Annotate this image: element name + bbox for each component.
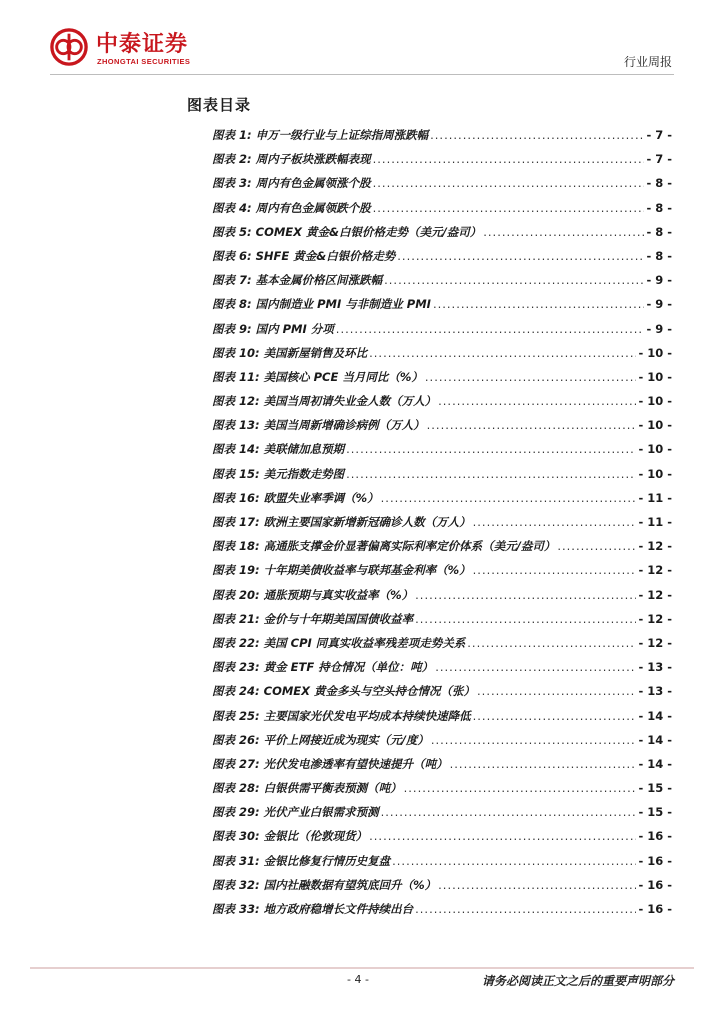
report-type-label: 行业周报 (623, 55, 672, 69)
toc-entry-page: - 10 - (638, 345, 672, 360)
toc-entry-page: - 16 - (638, 902, 672, 916)
toc-entry-label: 图表 2: (212, 152, 252, 167)
toc-entry-title: 美国核心 PCE 当月同比（%） (263, 369, 423, 384)
toc-entry-title: 十年期美债收益率与联邦基金利率（%） (263, 563, 471, 578)
toc-entry-title: 美国新屋销售及环比 (263, 345, 368, 360)
toc-entry[interactable] (212, 369, 672, 393)
toc-entry-page: - 8 - (646, 248, 672, 263)
toc-entry-page: - 16 - (638, 877, 672, 892)
toc-entry[interactable] (212, 248, 672, 272)
toc-entry-title: 金银比（伦敦现货） (263, 829, 368, 844)
toc-dot-leader (557, 539, 636, 553)
toc-entry-title: 光伏发电渗透率有望快速提升（吨） (263, 756, 448, 771)
toc-entry-title: 周内有色金属领跌个股 (255, 200, 371, 215)
toc-entry-title: 主要国家光伏发电平均成本持续快速降低 (263, 708, 471, 723)
footer-disclaimer: 请务必阅读正文之后的重要声明部分 (481, 974, 674, 988)
header-divider (50, 74, 674, 75)
toc-entry[interactable] (212, 708, 672, 732)
toc-entry-label: 图表 16: (212, 490, 260, 505)
toc-entry-label: 图表 31: (212, 853, 260, 868)
toc-entry-label: 图表 19: (212, 563, 260, 578)
toc-entry-title: 美国当周新增确诊病例（万人） (263, 418, 425, 433)
toc-entry-title: 周内子板块涨跌幅表现 (255, 152, 371, 167)
toc-entry-title: 美元指数走势图 (263, 466, 345, 481)
toc-dot-leader (404, 781, 637, 795)
toc-entry-label: 图表 28: (212, 781, 260, 796)
toc-entry-label: 图表 6: (212, 248, 252, 263)
toc-entry-page: - 15 - (638, 805, 672, 820)
toc-entry-title: 国内制造业 PMI 与非制造业 PMI (255, 297, 431, 312)
toc-dot-leader (346, 442, 636, 456)
toc-entry-label: 图表 15: (212, 466, 260, 481)
toc-entry-page: - 11 - (638, 490, 672, 505)
toc-entry-title: 黄金 ETF 持仓情况（单位：吨） (263, 660, 434, 675)
toc-entry-label: 图表 20: (212, 587, 260, 602)
toc-dot-leader (415, 902, 636, 916)
toc-entry-page: - 10 - (638, 442, 672, 457)
toc-entry-page: - 12 - (638, 611, 672, 626)
toc-entry-title: 申万一级行业与上证综指周涨跌幅 (255, 128, 429, 142)
toc-entry-page: - 13 - (638, 684, 672, 699)
toc-entry-label: 图表 10: (212, 345, 260, 360)
toc-dot-leader (467, 636, 636, 650)
toc-entry-title: 美联储加息预期 (263, 442, 345, 457)
toc-list (212, 127, 672, 925)
toc-entry-label: 图表 33: (212, 902, 260, 916)
toc-dot-leader (430, 128, 644, 142)
toc-entry[interactable] (212, 441, 672, 465)
toc-entry-title: 金银比修复行情历史复盘 (263, 853, 391, 868)
toc-entry[interactable] (212, 272, 672, 296)
toc-dot-leader (346, 467, 636, 481)
toc-entry[interactable] (212, 611, 672, 635)
toc-entry-page: - 14 - (638, 708, 672, 723)
toc-entry-page: - 7 - (646, 128, 672, 142)
footer-page-number: - 4 - (347, 973, 369, 986)
toc-entry[interactable] (212, 345, 672, 369)
toc-entry[interactable] (212, 901, 672, 925)
toc-entry-title: 周内有色金属领涨个股 (255, 176, 371, 191)
toc-entry-label: 图表 17: (212, 515, 260, 529)
toc-dot-leader (373, 152, 645, 166)
toc-entry-label: 图表 30: (212, 829, 260, 844)
toc-dot-leader (427, 418, 637, 432)
toc-entry-label: 图表 7: (212, 273, 252, 288)
toc-entry[interactable] (212, 828, 672, 852)
toc-entry-page: - 16 - (638, 829, 672, 844)
toc-dot-leader (477, 684, 636, 698)
footer-divider (30, 967, 694, 969)
toc-dot-leader (425, 370, 637, 384)
toc-entry[interactable] (212, 780, 672, 804)
toc-entry[interactable] (212, 175, 672, 199)
toc-entry-page: - 14 - (638, 732, 672, 747)
toc-dot-leader (397, 249, 644, 263)
toc-entry[interactable] (212, 200, 672, 224)
toc-entry-page: - 13 - (638, 660, 672, 675)
toc-entry-page: - 10 - (638, 466, 672, 481)
toc-entry-title: 欧洲主要国家新增新冠确诊人数（万人） (263, 515, 471, 529)
toc-dot-leader (415, 588, 636, 602)
toc-entry[interactable] (212, 853, 672, 877)
toc-dot-leader (435, 660, 636, 674)
toc-entry-title: 国内社融数据有望筑底回升（%） (263, 877, 437, 892)
toc-entry-label: 图表 4: (212, 200, 252, 215)
logo-chinese-name: 中泰证券 (96, 32, 189, 57)
toc-entry-label: 图表 13: (212, 418, 260, 433)
company-logo (50, 26, 220, 72)
toc-entry-page: - 14 - (638, 756, 672, 771)
toc-entry[interactable] (212, 321, 672, 345)
toc-entry[interactable] (212, 804, 672, 828)
toc-entry-label: 图表 8: (212, 297, 252, 312)
toc-entry-title: COMEX 黄金多头与空头持仓情况（张） (263, 684, 476, 699)
toc-dot-leader (450, 757, 637, 771)
toc-entry-title: 平价上网接近成为现实（元/度） (263, 732, 429, 747)
toc-dot-leader (438, 878, 636, 892)
toc-dot-leader (373, 176, 645, 190)
toc-entry-title: 白银供需平衡表预测（吨） (263, 781, 402, 796)
toc-entry-title: 欧盟失业率季调（%） (263, 490, 379, 505)
toc-entry[interactable] (212, 683, 672, 707)
toc-dot-leader (384, 273, 644, 287)
toc-entry-page: - 12 - (638, 635, 672, 650)
toc-entry[interactable] (212, 587, 672, 611)
toc-entry-page: - 10 - (638, 369, 672, 384)
toc-entry-title: 光伏产业白银需求预测 (263, 805, 379, 820)
toc-entry-page: - 11 - (638, 515, 672, 529)
toc-entry-label: 图表 27: (212, 756, 260, 771)
toc-entry[interactable] (212, 562, 672, 586)
toc-entry[interactable] (212, 224, 672, 248)
toc-entry-label: 图表 9: (212, 321, 252, 336)
toc-entry[interactable] (212, 732, 672, 756)
toc-entry[interactable] (212, 756, 672, 780)
toc-dot-leader (392, 854, 636, 868)
toc-entry-title: COMEX 黄金&白银价格走势（美元/盎司） (255, 224, 482, 239)
toc-entry-title: 金价与十年期美国国债收益率 (263, 611, 414, 626)
toc-entry[interactable] (212, 490, 672, 514)
toc-entry-label: 图表 21: (212, 611, 260, 626)
toc-entry[interactable] (212, 659, 672, 683)
toc-entry-title: 通胀预期与真实收益率（%） (263, 587, 414, 602)
toc-entry-label: 图表 23: (212, 660, 260, 675)
toc-entry-title: 美国 CPI 同真实收益率残差项走势关系 (263, 635, 466, 650)
toc-entry-title: SHFE 黄金&白银价格走势 (255, 248, 396, 263)
toc-dot-leader (415, 612, 636, 626)
toc-dot-leader (336, 322, 645, 336)
toc-entry-page: - 15 - (638, 781, 672, 796)
toc-entry-page: - 16 - (638, 853, 672, 868)
toc-dot-leader (369, 346, 636, 360)
toc-dot-leader (369, 829, 636, 843)
toc-entry-label: 图表 5: (212, 224, 252, 239)
toc-dot-leader (473, 563, 637, 577)
toc-entry-label: 图表 24: (212, 684, 260, 699)
toc-entry-label: 图表 3: (212, 176, 252, 191)
toc-entry[interactable] (212, 151, 672, 175)
toc-dot-leader (473, 515, 637, 529)
toc-entry[interactable] (212, 296, 672, 320)
toc-entry[interactable] (212, 417, 672, 441)
toc-entry-label: 图表 12: (212, 394, 260, 409)
toc-entry-label: 图表 1: (212, 128, 252, 142)
toc-entry-page: - 7 - (646, 152, 672, 167)
toc-entry-title: 美国当周初请失业金人数（万人） (263, 394, 437, 409)
zhongtai-logo-icon (50, 28, 88, 66)
toc-entry-page: - 12 - (638, 563, 672, 578)
toc-entry-title: 基本金属价格区间涨跌幅 (255, 273, 383, 288)
toc-entry[interactable] (212, 393, 672, 417)
toc-entry[interactable] (212, 514, 672, 538)
toc-entry-title: 国内 PMI 分项 (255, 321, 334, 336)
toc-entry-label: 图表 22: (212, 635, 260, 650)
toc-entry-page: - 10 - (638, 418, 672, 433)
toc-entry-page: - 10 - (638, 394, 672, 409)
toc-dot-leader (373, 201, 645, 215)
toc-entry[interactable] (212, 466, 672, 490)
toc-entry-label: 图表 32: (212, 877, 260, 892)
toc-dot-leader (381, 491, 637, 505)
toc-entry-label: 图表 25: (212, 708, 260, 723)
toc-dot-leader (438, 394, 636, 408)
toc-entry[interactable] (212, 877, 672, 901)
logo-english-name: ZHONGTAI SECURITIES (97, 57, 191, 66)
toc-entry-page: - 9 - (646, 273, 672, 288)
toc-entry-label: 图表 18: (212, 539, 260, 554)
toc-dot-leader (483, 225, 644, 239)
toc-entry-page: - 9 - (646, 321, 672, 336)
toc-entry-title: 高通胀支撑金价显著偏离实际利率定价体系（美元/盎司） (263, 539, 556, 554)
toc-entry-page: - 12 - (638, 587, 672, 602)
toc-entry-label: 图表 14: (212, 442, 260, 457)
toc-dot-leader (431, 733, 637, 747)
toc-entry[interactable] (212, 538, 672, 562)
toc-entry-title: 地方政府稳增长文件持续出台 (263, 902, 414, 916)
toc-entry[interactable] (212, 635, 672, 659)
toc-entry-label: 图表 11: (212, 369, 260, 384)
toc-entry-page: - 12 - (638, 539, 672, 554)
toc-entry-page: - 8 - (646, 176, 672, 191)
toc-entry-label: 图表 26: (212, 732, 260, 747)
toc-dot-leader (433, 297, 645, 311)
toc-entry-page: - 8 - (646, 200, 672, 215)
toc-entry-label: 图表 29: (212, 805, 260, 820)
toc-entry[interactable] (212, 127, 672, 151)
toc-entry-page: - 9 - (646, 297, 672, 312)
toc-dot-leader (381, 805, 637, 819)
toc-dot-leader (473, 709, 637, 723)
toc-entry-page: - 8 - (646, 224, 672, 239)
toc-title: 图表目录 (187, 96, 252, 114)
